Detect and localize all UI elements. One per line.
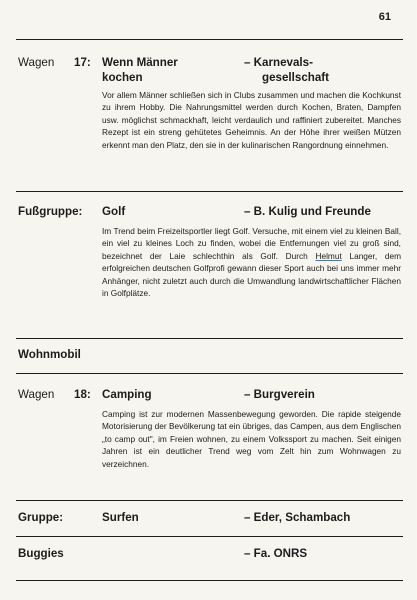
entry-number: 18: [74, 388, 91, 401]
entry-organizer: – B. Kulig und Freunde [244, 205, 371, 218]
divider [16, 373, 403, 374]
section-gruppe-surfen [18, 510, 401, 525]
section-buggies [18, 546, 401, 561]
entry-description: Camping ist zur modernen Massenbewegung geworden. Die rapide steigende Motorisierung der Bevölkerung tat ein übriges, das Campen, aus dem Englischen „to camp out", im Freien wohnen, zu einem Volkssport zu machen. Seit einigen Jahren ist ein deutlicher Trend weg vom Zelt hin zum Wohnwagen zu verzeichnen. [102, 409, 401, 469]
entry-organizer-line-1: – Karnevals- [244, 56, 313, 69]
section-wohnmobil [18, 347, 401, 362]
section-heading [18, 55, 401, 85]
section-heading [18, 546, 401, 561]
entry-number: 17: [74, 56, 91, 69]
section-heading [18, 204, 401, 219]
divider [16, 580, 403, 581]
entry-label: Wagen [18, 388, 55, 401]
entry-description: Im Trend beim Freizeitsportler liegt Golf. Versuche, mit einem viel zu kleinen Ball, ein viel zu kleines Loch zu finden, wobei die Entfernungen viel zu groß sind, bezeichnet der Laie schlechthin als Golf. Durch Helmut Langer, dem erfolgreichen deutschen Golfprofi gewann dieser Sport auch bei uns immer mehr Anhänger, nicht zuletzt auch durch die Umwandlung landwirtschaftlicher Flächen in Golfplätze. [102, 226, 401, 299]
entry-title-line-1: Wenn Männer [102, 56, 178, 69]
entry-description: Vor allem Männer schließen sich in Clubs zusammen und machen die Kochkunst zu ihrem Hobby. Die Nahrungsmittel werden durch Kochen, Braten, Dampfen usw. möglichst schmackhaft, leicht verdaulich und raffiniert zubereitet. Manches Rezept ist ein streng gehütetes Geheimnis. An der Höhe ihrer weißen Mützen erkennt man den Platz, den sie in der kulinarischen Rangordnung einnehmen. [102, 90, 401, 150]
entry-title: Surfen [102, 511, 139, 524]
entry-organizer: – Eder, Schambach [244, 511, 351, 524]
entry-organizer-line-2: gesellschaft [262, 71, 330, 84]
entry-organizer [244, 55, 329, 85]
section-wagen-18 [18, 387, 401, 478]
section-heading [18, 510, 401, 525]
divider [16, 500, 403, 501]
section-heading [18, 347, 401, 362]
entry-label: Wagen [18, 56, 55, 69]
entry-label: Buggies [18, 547, 64, 560]
divider [16, 536, 403, 537]
divider [16, 191, 403, 192]
divider [16, 338, 403, 339]
page-number: 61 [378, 11, 391, 23]
handwritten-underline-mark: Helmut [315, 250, 342, 261]
section-fussgruppe-golf [18, 204, 401, 308]
entry-title-line-2: kochen [102, 71, 143, 84]
entry-label: Fußgruppe: [18, 205, 83, 218]
entry-title: Camping [102, 388, 152, 401]
divider [16, 39, 403, 40]
entry-title: Golf [102, 205, 126, 218]
section-wagen-17 [18, 55, 401, 159]
section-heading [18, 387, 401, 402]
entry-label: Gruppe: [18, 511, 64, 524]
entry-title [102, 55, 242, 85]
entry-organizer: – Burgverein [244, 388, 315, 401]
entry-label: Wohnmobil [18, 348, 81, 361]
entry-organizer: – Fa. ONRS [244, 547, 308, 560]
